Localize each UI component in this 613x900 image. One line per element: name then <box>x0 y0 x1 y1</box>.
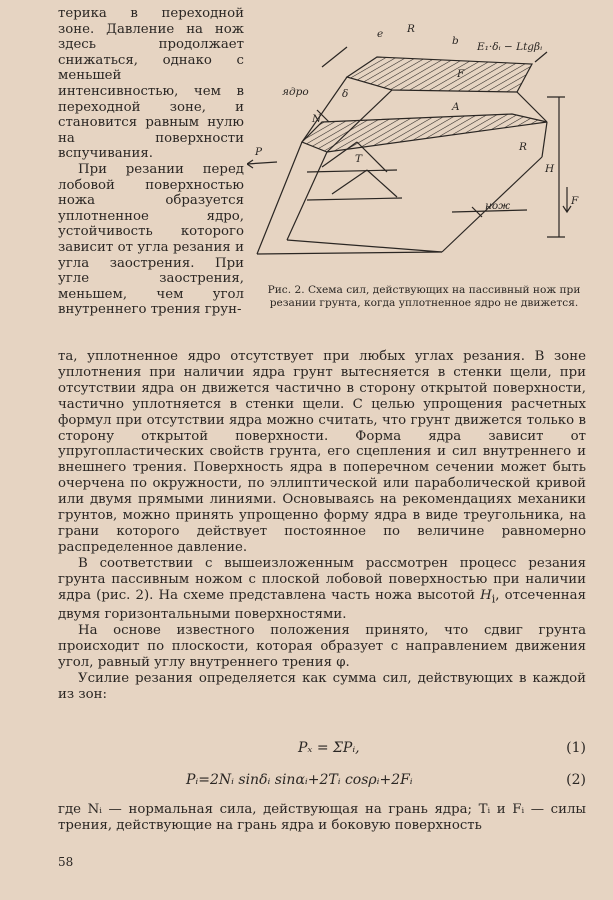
label-b: b <box>452 35 459 47</box>
middle-hatched-face <box>302 114 547 152</box>
equation-1-number: (1) <box>566 740 586 756</box>
body-para-1: та, уплотненное ядро отсутствует при любых углах резания. В зоне уплотнения при наличии ядра грунт вытесняется в стенки щели, при отсутствии ядра он движется частично в сторону открытой поверхности, частично уплотняется в стенки щели. С целью упрощения расчетных формул при отсутствии ядра можно считать, что грунт движется только в сторону открытой поверхности. Форма ядра зависит от упругопластических свойств грунта, его сцепления и сил внутреннего и внешнего трения. Поверхность ядра в поперечном сечении может быть очерчена по окружности, по эллиптической или параболической кривой или двумя прямыми линиями. Основываясь на рекомендациях механики грунтов, можно принять упрощенно форму ядра в виде треугольника, на грани которого действует постоянное по величине равномерно распределенное давление. <box>58 349 586 555</box>
left-column <box>58 6 244 318</box>
label-nozh: нож <box>485 200 511 212</box>
main-text <box>58 349 586 703</box>
label-e: e <box>377 28 384 40</box>
left-para-1: терика в переходной зоне. Давление на нож здесь продолжает снижаться, однако с меньшей интенсивностью, чем в переходной зоне, и становится равным нулю на поверхности вспучивания. <box>58 6 244 162</box>
left-para-2: При резании перед лобовой поверхностью ножа образуется уплотненное ядро, устойчивость которого зависит от угла резания и угла заострения. При угле заострения, меньшем, чем угол внутреннего трения грун- <box>58 161 244 318</box>
label-N: N <box>312 113 322 125</box>
tail-text <box>58 802 586 834</box>
body-para-4: Усилие резания определяется как сумма сил, действующих в каждой из зон: <box>58 670 586 702</box>
page-number: 58 <box>58 855 74 869</box>
figure-caption: Рис. 2. Схема сил, действующих на пассивный нож при резании грунта, когда уплотненное ядро не движется. <box>267 284 581 309</box>
label-yadro: ядро <box>282 86 309 98</box>
label-R: R <box>407 23 415 35</box>
body-para-2b: , отсеченная двумя горизонтальными поверхностями. <box>58 587 586 623</box>
tail-para: где Nᵢ — нормальная сила, действующая на грань ядра; Tᵢ и Fᵢ — силы трения, действующие на грань ядра и боковую поверхность <box>58 802 586 833</box>
label-R-right: R <box>519 141 527 153</box>
label-A: A <box>452 101 460 113</box>
label-edge-formula: E₁·δᵢ − Ltgβᵢ <box>477 41 543 53</box>
force-scheme-diagram <box>247 22 595 284</box>
label-delta: δ <box>342 88 349 100</box>
top-hatched-face <box>347 57 532 92</box>
label-L: F <box>457 68 465 80</box>
label-P: P <box>255 146 263 158</box>
body-para-2a: В соответствии с вышеизложенным рассмотрен процесс резания грунта пассивным ножом с плоской лобовой поверхностью при наличии ядра (рис. 2). На схеме представлена часть ножа высотой <box>58 555 586 603</box>
equation-2-formula: Pᵢ=2Nᵢ sinδᵢ sinαᵢ+2Tᵢ cosρᵢ+2Fᵢ <box>186 772 413 788</box>
body-para-3: На основе известного положения принято, что сдвиг грунта происходит по плоскости, которая образует с направлением движения угол, равный углу внутреннего трения φ. <box>58 623 586 670</box>
body-para-2 <box>58 556 586 623</box>
figure-2 <box>247 22 595 284</box>
label-F: F <box>571 195 579 207</box>
var-H-sub: i <box>491 592 496 606</box>
equation-2-number: (2) <box>566 772 586 788</box>
var-H: H <box>480 587 492 603</box>
equation-1-formula: Pₓ = ΣPᵢ, <box>298 740 360 756</box>
label-T: T <box>355 153 363 165</box>
label-H: H <box>545 163 555 175</box>
